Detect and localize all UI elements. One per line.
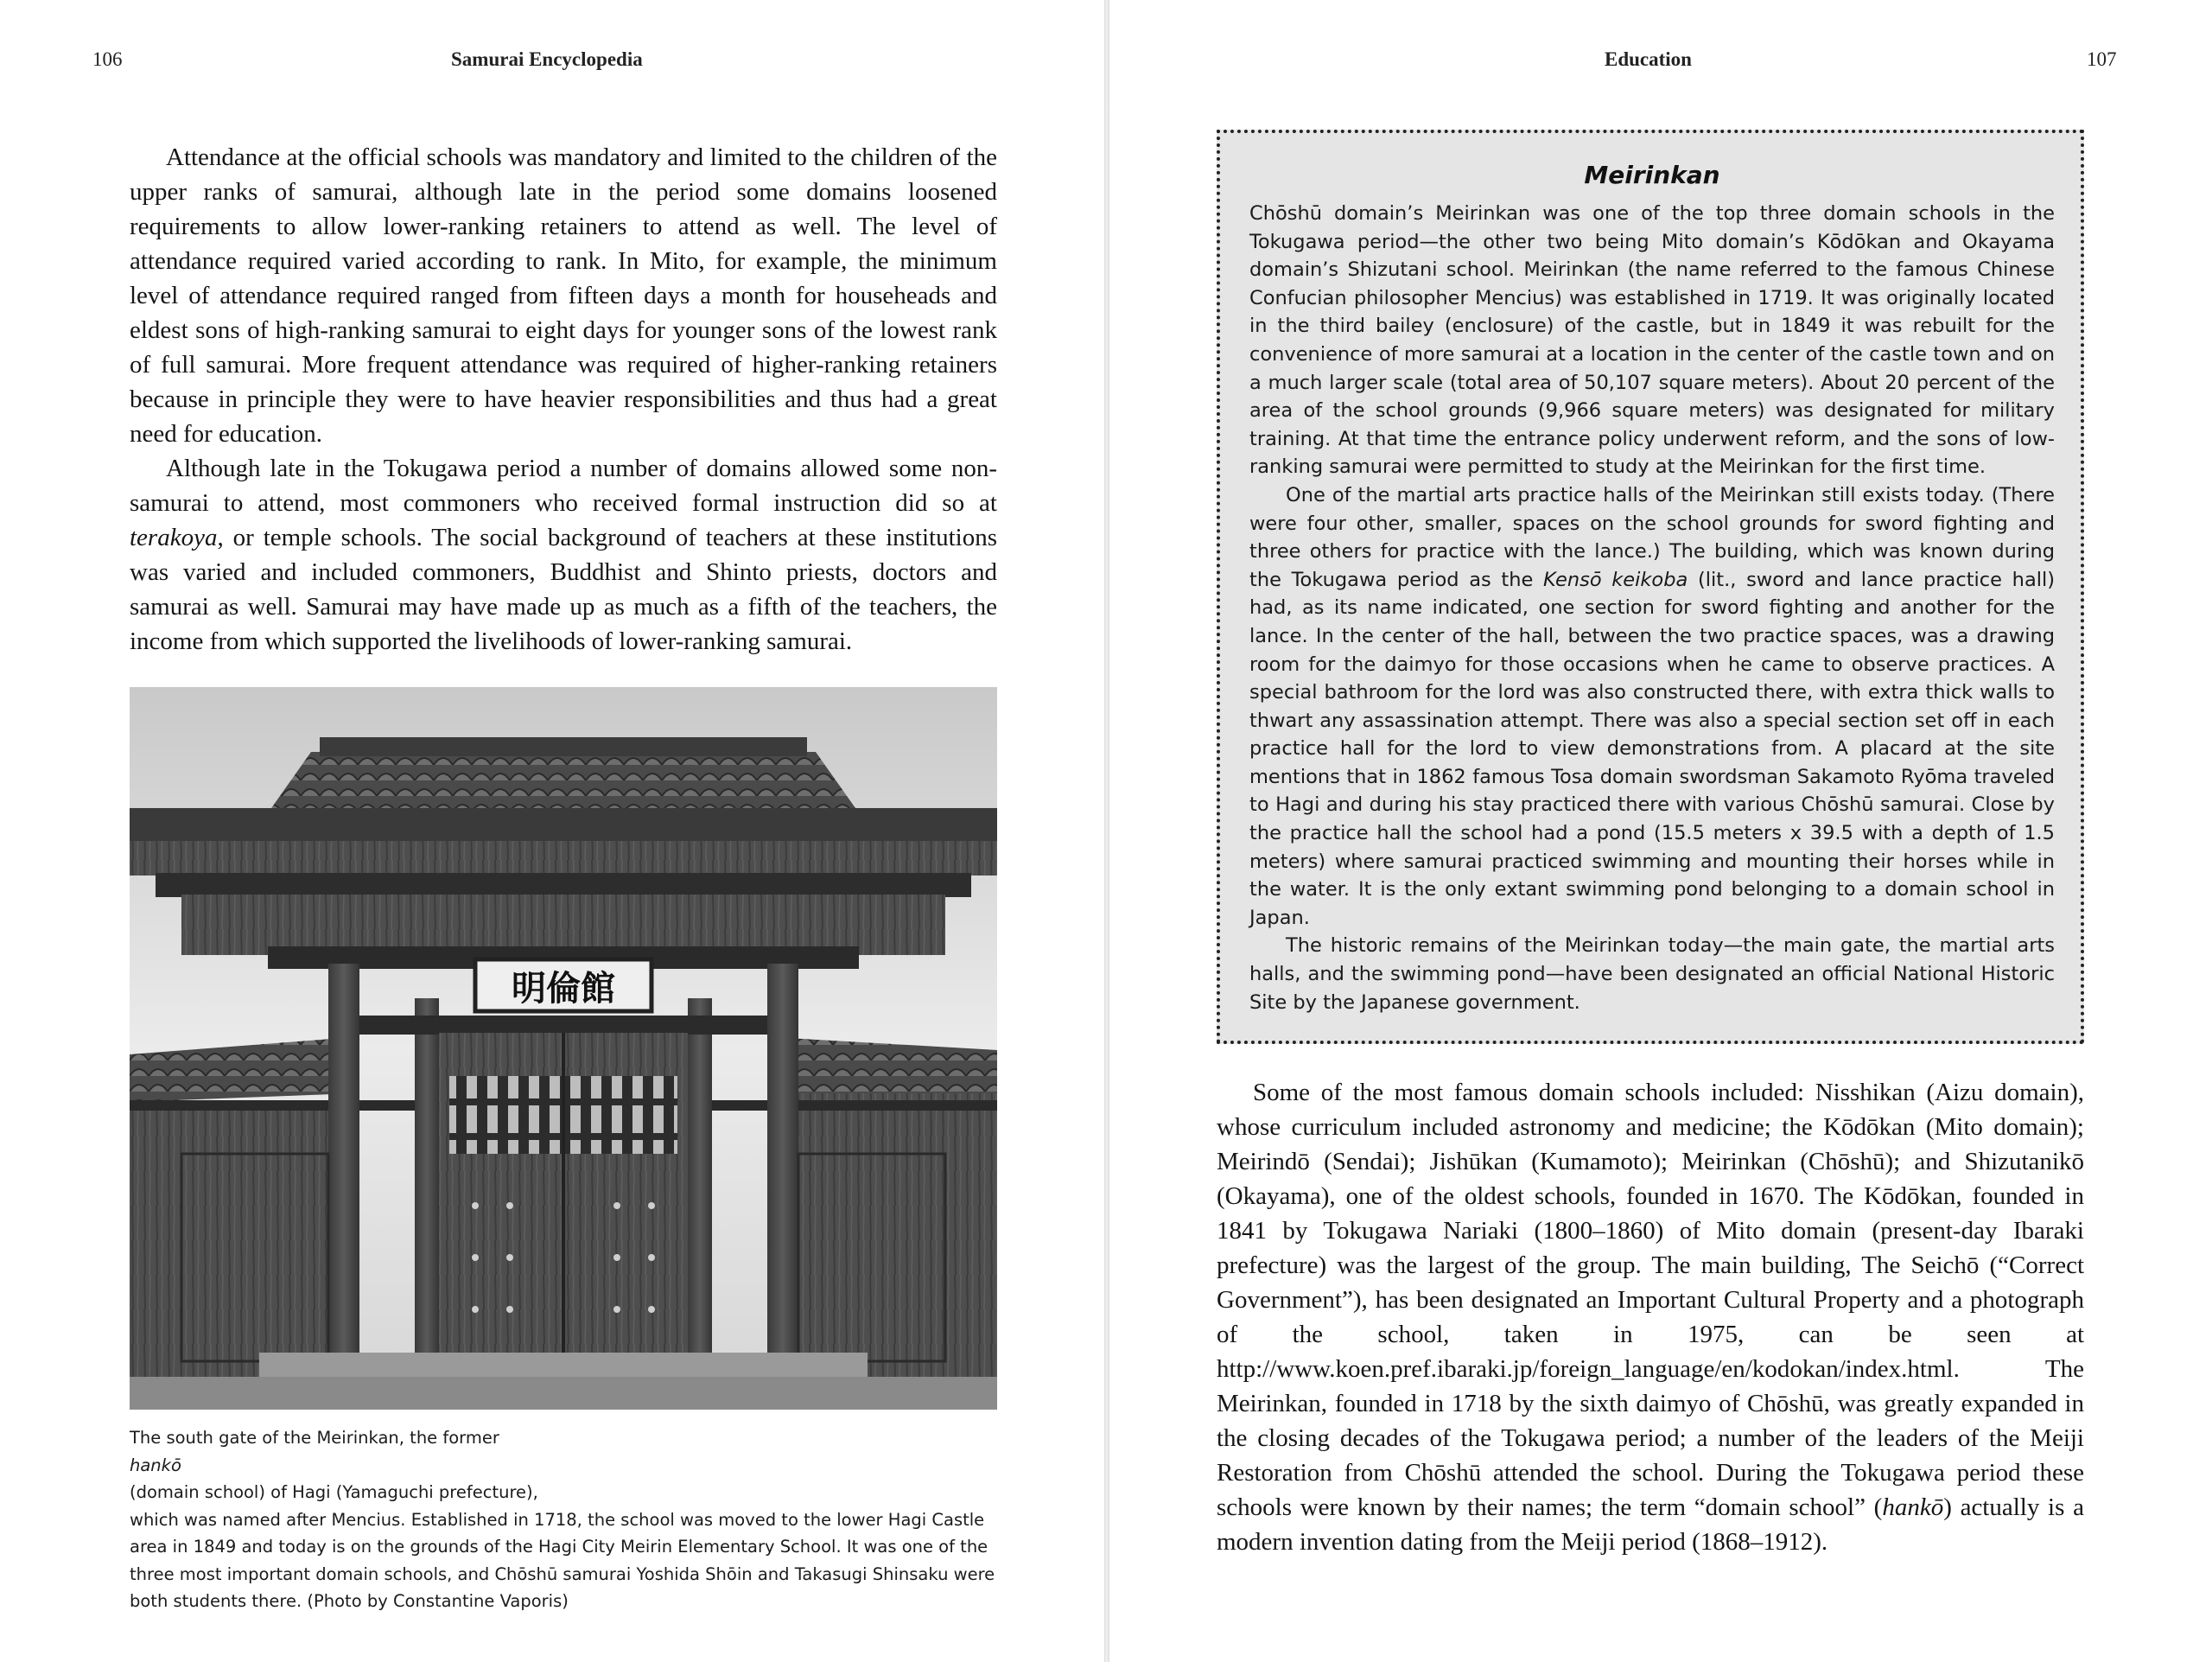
- right-paragraph-1: Some of the most famous domain schools included: Nisshikan (Aizu domain), whose curriculum included astronomy and medicine; the Kōdōkan (Mito domain); Meirindō (Sendai); Jishūkan (Kumamoto); Meirinkan (Chōshū); and Shizutanikō (Okayama), one of the oldest schools, founded in 1670. The Kōdōkan, founded in 1841 by Tokugawa Nariaki (1800–1860) of Mito domain (present-day Ibaraki prefecture) was the largest of the group. The main building, The Seichō (“Correct Government”), has been designated an Important Cultural Property and a photograph of the school, taken in 1975, can be seen at http://www.koen.pref.ibaraki.jp/foreign_language/en/kodokan/index.html. The Meirinkan, founded in 1718 by the sixth daimyo of Chōshū, was greatly expanded in the closing decades of the Tokugawa period; a number of the leaders of the Meiji Restoration from Chōshū attended the school. During the Tokugawa period these schools were known by their names; the term “domain school” (hankō) actually is a modern invention dating from the Meiji period (1868–1912).: [1217, 1079, 2084, 1556]
- sidebar-body: [1249, 200, 2055, 1016]
- caption-line-5: both students there. (Photo by Constantine Vaporis): [130, 1591, 569, 1611]
- meirinkan-sidebar-box: [1217, 130, 2084, 1044]
- meirinkan-gate-photo: [130, 687, 997, 1410]
- caption-line-4: three most important domain schools, and Chōshū samurai Yoshida Shōin and Takasugi Shinsaku were: [130, 1563, 995, 1584]
- term-hanko-main: hankō: [1882, 1493, 1944, 1521]
- sidebar-title: Meirinkan: [1584, 161, 1720, 189]
- left-page: [0, 0, 1104, 1662]
- left-paragraph-2: Although late in the Tokugawa period a number of domains allowed some non-samurai to attend, most commoners who received formal instruction did so at terakoya, or temple schools. The social background of teachers at these institutions was varied and included commoners, Buddhist and Shinto priests, doctors and samurai as well. Samurai may have made up as much as a fifth of the teachers, the income from which supported the livelihoods of lower-ranking samurai.: [130, 455, 997, 655]
- sidebar-paragraph-1: Chōshū domain’s Meirinkan was one of the top three domain schools in the Tokugawa period—the other two being Mito domain’s Kōdōkan and Okayama domain’s Shizutani school. Meirinkan (the name referred to the famous Chinese Confucian philosopher Mencius) was established in 1719. It was originally located in the third bailey (enclosure) of the castle, but in 1849 it was rebuilt for the convenience of more samurai at a location in the center of the castle town and on a much larger scale (total area of 50,107 square meters). About 20 percent of the area of the school grounds (9,966 square meters) was designated for military training. At that time the entrance policy underwent reform, and the sons of low-ranking samurai were permitted to study at the Meirinkan for the first time.: [1249, 202, 2055, 479]
- term-kenso-keikoba: Kensō keikoba: [1543, 568, 1688, 591]
- sidebar-paragraph-2: One of the martial arts practice halls of the Meirinkan still exists today. (There were four other, smaller, spaces on the school grounds for sword fighting and three others for practice with the lance.) The building, which was known during the Tokugawa period as the Kensō keikoba (lit., sword and lance practice hall) had, as its name indicated, one section for sword fighting and another for the lance. In the center of the hall, between the two practice spaces, was a drawing room for the daimyo for those occasions when he came to observe practices. A special bathroom for the lord was also constructed there, with extra thick walls to thwart any assassination attempt. There was also a special section set off in each practice hall for the lord to view demonstrations from. A placard at the site mentions that in 1862 famous Tosa domain swordsman Sakamoto Ryōma traveled to Hagi and during his stay practiced there with various Chōshū samurai. Close by the practice hall the school had a pond (15.5 meters x 39.5 with a depth of 1.5 meters) where samurai practiced swimming and mounting their horses while in the water. It is the only extant swimming pond belonging to a domain school in Japan.: [1249, 483, 2056, 929]
- photo-caption: [130, 1424, 997, 1615]
- running-head-left: Samurai Encyclopedia: [451, 48, 643, 70]
- right-body-text: [1217, 1075, 2084, 1559]
- left-body-text: [130, 140, 997, 659]
- page-number-right: 107: [2087, 48, 2117, 70]
- running-head-right: Education: [1605, 48, 1692, 70]
- caption-line-3: area in 1849 and today is on the grounds of the Hagi City Meirin Elementary School. It was one of the: [130, 1537, 988, 1557]
- caption-line-2: which was named after Mencius. Established in 1718, the school was moved to the lower Hagi Castle: [130, 1509, 985, 1530]
- gate-sign-text: 明倫館: [512, 969, 615, 1009]
- left-paragraph-1: Attendance at the official schools was mandatory and limited to the children of the upper ranks of samurai, although late in the period some domains loosened requirements to allow lower-ranking retainers to attend as well. The level of attendance required varied according to rank. In Mito, for example, the minimum level of attendance required ranged from fifteen days a month for househeads and eldest sons of high-ranking samurai to eight days for younger sons of the lowest rank of full samurai. More frequent attendance was required of higher-ranking retainers because in principle they were to have heavier responsibilities and thus had a great need for education.: [130, 143, 997, 448]
- right-page: [1109, 0, 2212, 1662]
- term-terakoya: terakoya: [130, 524, 218, 551]
- term-hanko-caption: hankō: [130, 1455, 181, 1475]
- gate-illustration: [130, 687, 997, 1410]
- caption-line-1: The south gate of the Meirinkan, the former hankō (domain school) of Hagi (Yamaguchi prefecture),: [130, 1428, 538, 1502]
- page-number-left: 106: [92, 48, 123, 70]
- sidebar-paragraph-3: The historic remains of the Meirinkan today—the main gate, the martial arts halls, and the swimming pond—have been designated an official National Historic Site by the Japanese government.: [1249, 934, 2055, 1014]
